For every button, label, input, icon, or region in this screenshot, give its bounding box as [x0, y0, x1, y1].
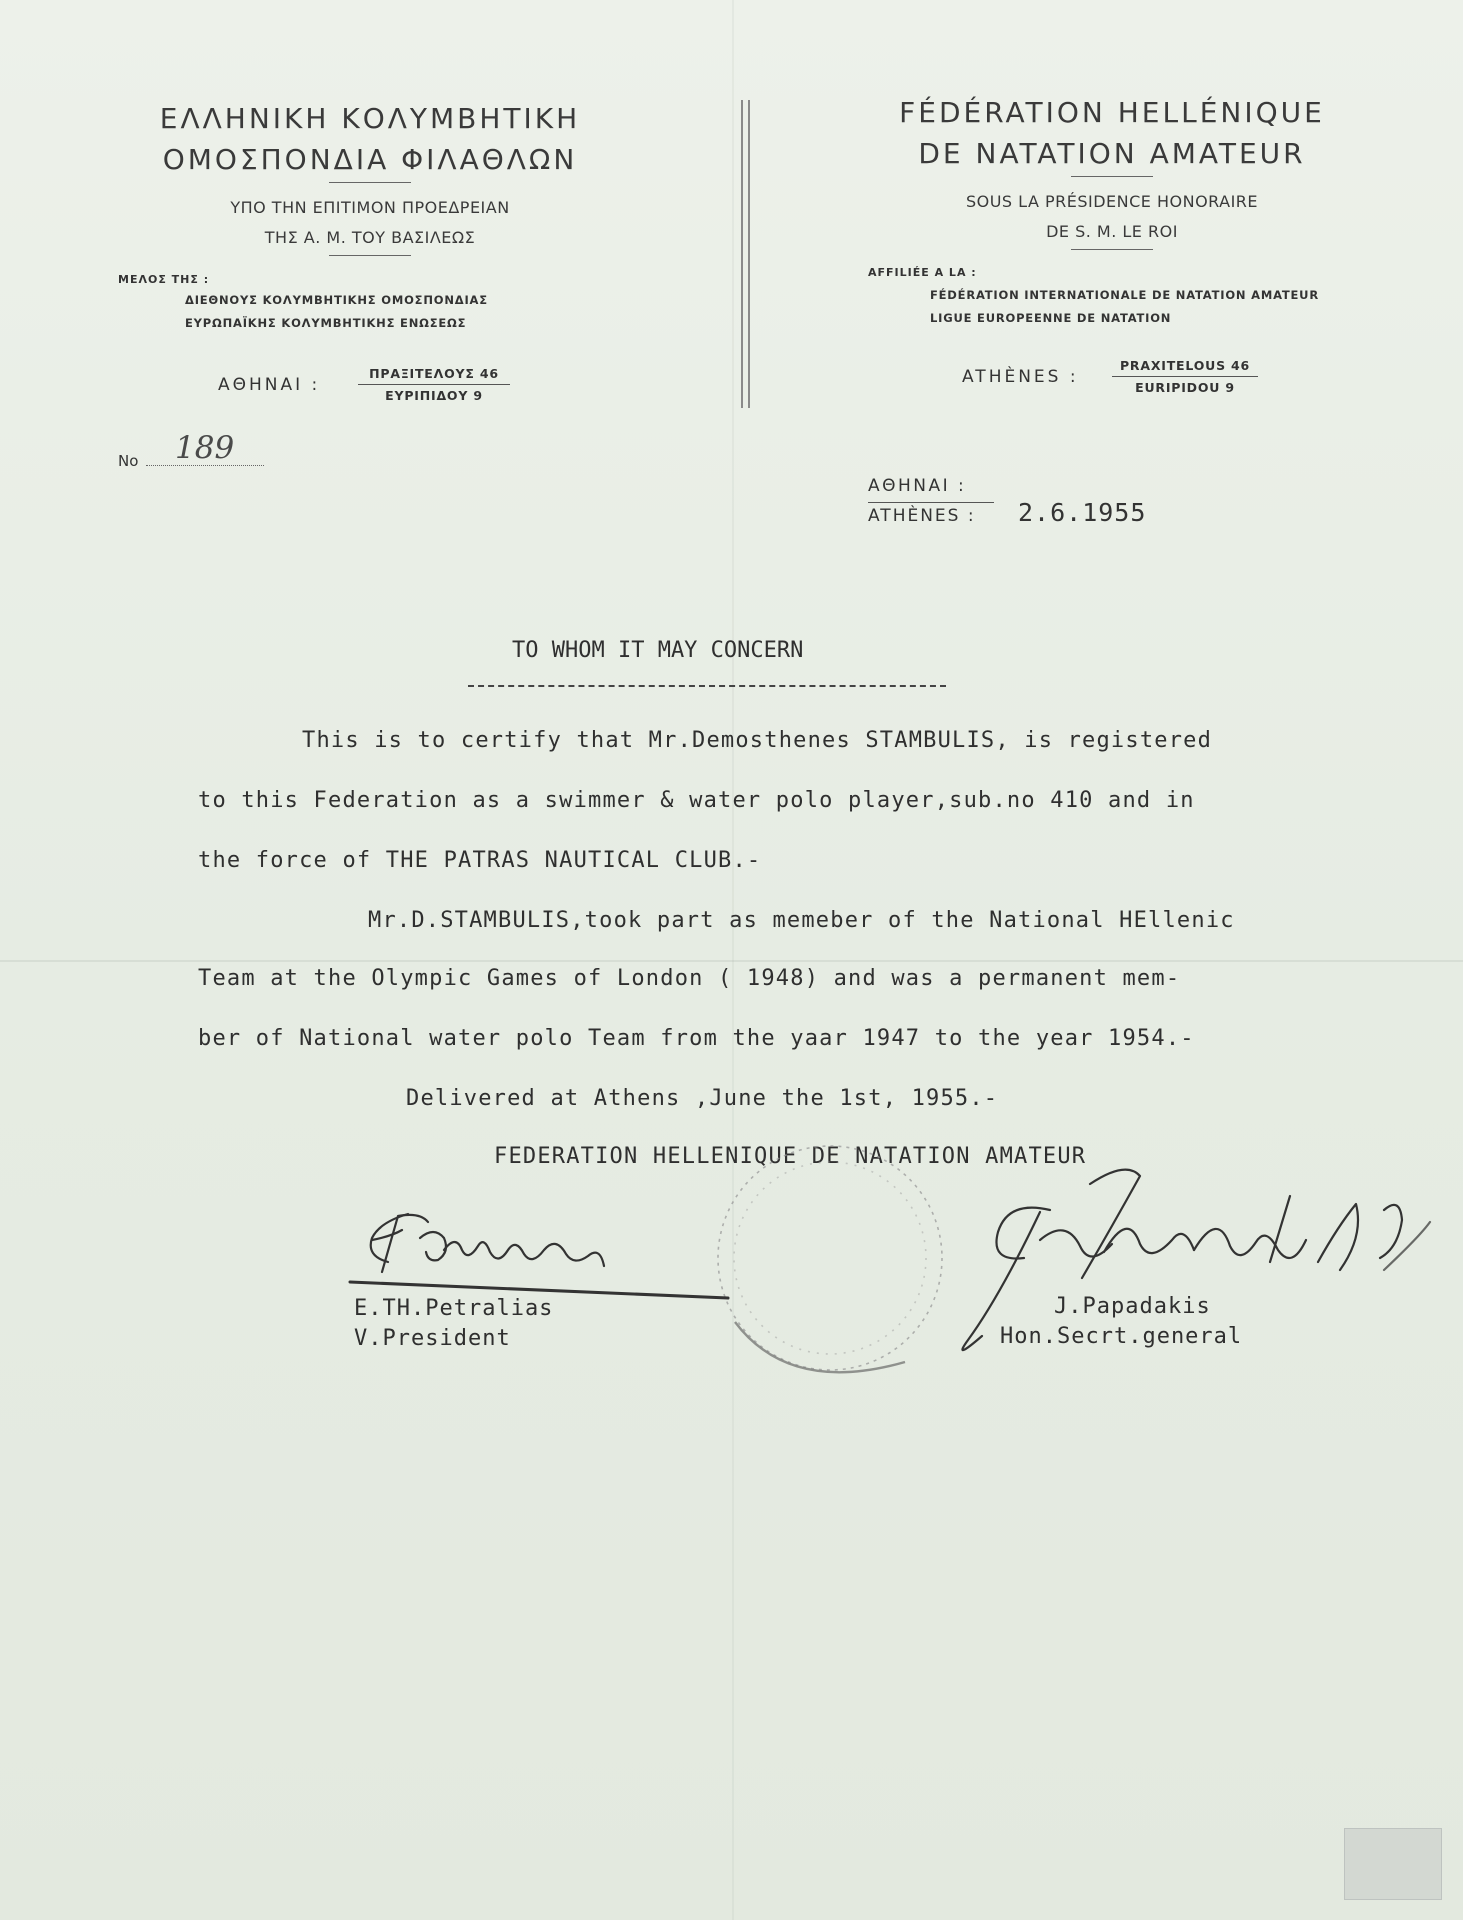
letter-line: ber of National water polo Team from the yaar 1947 to the year 1954.- — [198, 1026, 1195, 1051]
letterhead-french-city: ATHÈNES : — [962, 367, 1079, 387]
date-label-french: ATHÈNES : — [868, 506, 976, 526]
signatory-name: J.Papadakis — [1054, 1294, 1211, 1319]
archive-watermark-logo — [1344, 1828, 1442, 1900]
letterhead-greek-city: ΑΘΗΝΑΙ : — [218, 375, 321, 395]
letterhead-greek-patronage-1: ΥΠΟ ΤΗΝ ΕΠΙΤΙΜΟΝ ΠΡΟΕΔΡΕΙΑΝ — [230, 198, 510, 217]
letterhead-french-member-2: LIGUE EUROPEENNE DE NATATION — [930, 311, 1172, 325]
letterhead-greek-member-label: ΜΕΛΟΣ ΤΗΣ : — [118, 273, 210, 286]
letterhead-french-member-1: FÉDÉRATION INTERNATIONALE DE NATATION AMATEUR — [930, 288, 1319, 302]
date-label-greek: ΑΘΗΝΑΙ : — [868, 476, 967, 496]
signatory-title: V.President — [354, 1326, 511, 1351]
letterhead-french-address-1: PRAXITELOUS 46 — [1112, 358, 1258, 377]
signatory-title: Hon.Secrt.general — [1000, 1324, 1243, 1349]
letterhead-greek-member-1: ΔΙΕΘΝΟΥΣ ΚΟΛΥΜΒΗΤΙΚΗΣ ΟΜΟΣΠΟΝΔΙΑΣ — [185, 293, 488, 307]
letterhead-greek-patronage-2: ΤΗΣ Α. Μ. ΤΟΥ ΒΑΣΙΛΕΩΣ — [264, 228, 476, 247]
letterhead-french-patronage-2: DE S. M. LE ROI — [1046, 222, 1178, 241]
letterhead-french-member-label: AFFILIÉE A LA : — [868, 266, 977, 279]
letterhead-greek-address-1: ΠΡΑΞΙΤΕΛΟΥΣ 46 — [358, 366, 510, 385]
letter-line: the force of THE PATRAS NAUTICAL CLUB.- — [198, 848, 762, 873]
reference-number: 189 — [175, 430, 235, 466]
letterhead-greek-title-2: ΟΜΟΣΠΟΝΔΙΑ ΦΙΛΑΘΛΩΝ — [162, 143, 578, 176]
faded-stamp — [718, 1146, 942, 1372]
date-value: 2.6.1955 — [1018, 498, 1147, 527]
signature-papadakis — [962, 1170, 1430, 1350]
letterhead-french-title-2: DE NATATION AMATEUR — [918, 137, 1306, 170]
letter-line: Mr.D.STAMBULIS,took part as memeber of the National HEllenic — [368, 908, 1235, 933]
letter-line: Team at the Olympic Games of London ( 1948) and was a permanent mem- — [198, 966, 1181, 991]
letter-line: This is to certify that Mr.Demosthenes STAMBULIS, is registered — [302, 728, 1213, 753]
letterhead-french-title-1: FÉDÉRATION HELLÉNIQUE — [899, 96, 1325, 129]
letterhead-greek-address-2: ΕΥΡΙΠΙΔΟΥ 9 — [385, 388, 483, 403]
letterhead-greek-member-2: ΕΥΡΩΠΑΪΚΗΣ ΚΟΛΥΜΒΗΤΙΚΗΣ ΕΝΩΣΕΩΣ — [185, 316, 467, 330]
letter-line: FEDERATION HELLENIQUE DE NATATION AMATEUR — [494, 1144, 1087, 1169]
letter-line: Delivered at Athens ,June the 1st, 1955.- — [406, 1086, 999, 1111]
letterhead-greek-title-1: ΕΛΛΗΝΙΚΗ ΚΟΛΥΜΒΗΤΙΚΗ — [159, 102, 581, 135]
letterhead-french-address-2: EURIPIDOU 9 — [1135, 380, 1235, 395]
letter-heading: TO WHOM IT MAY CONCERN — [512, 638, 804, 663]
reference-label: No — [118, 452, 139, 470]
signature-petralias — [350, 1214, 728, 1298]
letterhead-french-patronage-1: SOUS LA PRÉSIDENCE HONORAIRE — [965, 192, 1259, 211]
letter-line: to this Federation as a swimmer & water polo player,sub.no 410 and in — [198, 788, 1195, 813]
signatory-name: E.TH.Petralias — [354, 1296, 554, 1321]
